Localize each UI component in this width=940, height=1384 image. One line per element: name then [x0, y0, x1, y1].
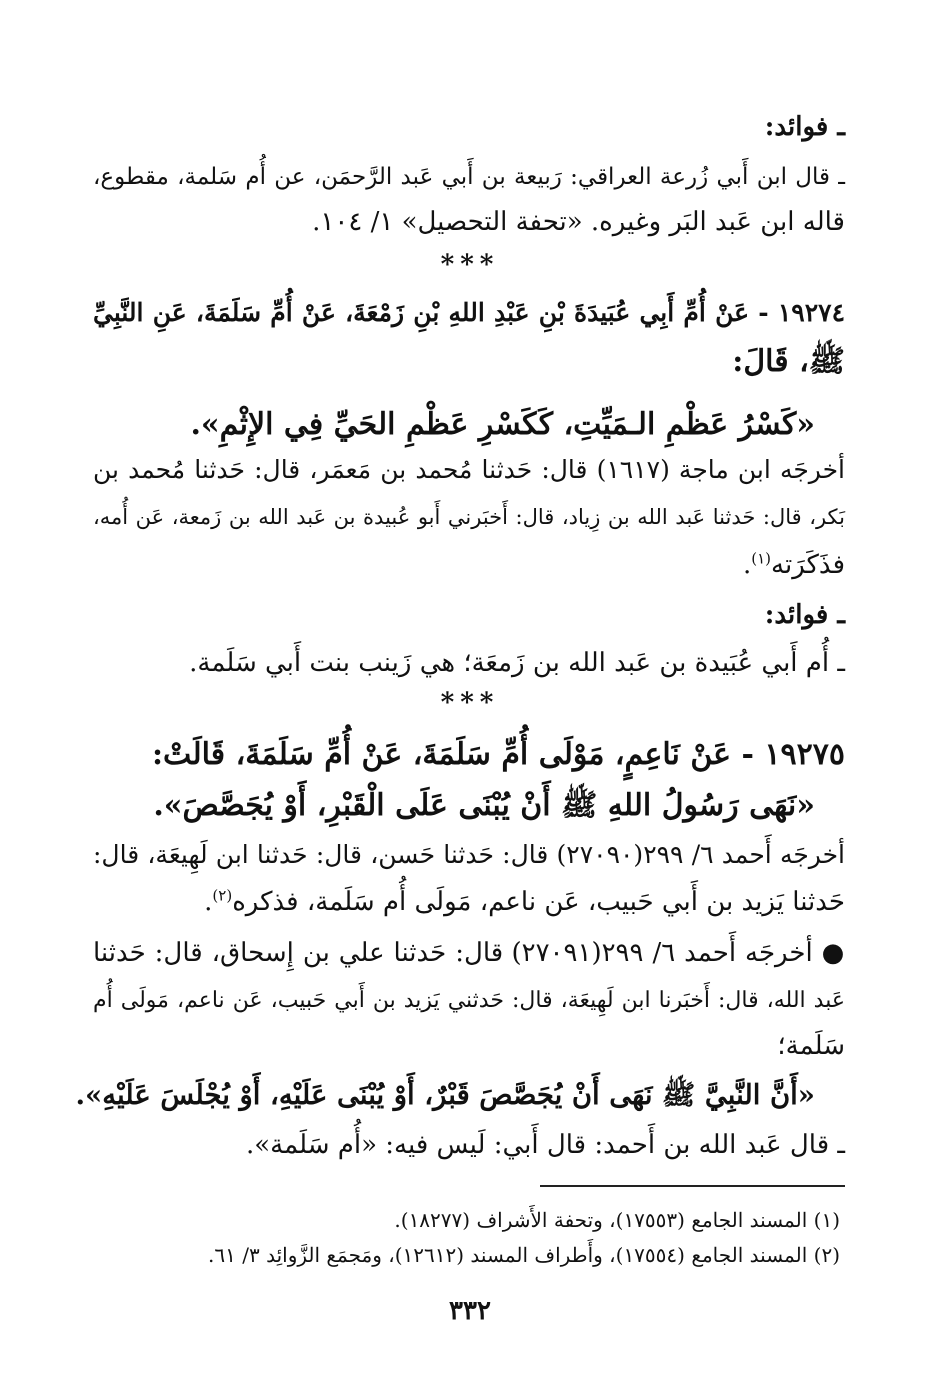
hadith-19275-alt-text: «أَنَّ النَّبِيَّ ﷺ نَهَى أَنْ يُجَصَّصَ قَبْرٌ، أَوْ يُبْنَى عَلَيْهِ، أَوْ يُجْلَسَ عَلَيْهِ».	[75, 1079, 815, 1111]
takhrij-19274-line-3-end: .	[742, 550, 752, 580]
takhrij-19274-line-3-text: فذَكَرَته	[771, 550, 845, 580]
hadith-19274-text: «كَسْرُ عَظْمِ الـمَيِّتِ، كَكَسْرِ عَظْمِ الحَيِّ فِي الإِثْمِ».	[190, 407, 815, 442]
hadith-19275-text: «نَهَى رَسُولُ اللهِ ﷺ أَنْ يُبْنَى عَلَى الْقَبْرِ، أَوْ يُجَصَّصَ».	[153, 788, 815, 823]
note-abdullah: ـ قال عَبد الله بن أَحمد: قال أَبي: لَيس فيه: «أُم سَلَمة».	[245, 1130, 845, 1160]
footnote-separator	[540, 1185, 845, 1187]
takhrij-19275-line-2	[93, 882, 845, 922]
footnote-ref-2: (٢)	[212, 886, 233, 905]
benefit-text-1b: قاله ابن عَبد البَر وغيره. «تحفة التحصيل» ١/ ١٠٤.	[312, 207, 845, 237]
footnote-2: (٢) المسند الجامع (١٧٥٥٤)، وأَطراف المسند (١٢٦١٢)، ومَجمَع الزَّوائِد ٣/ ٦١.	[208, 1243, 840, 1267]
section-separator-2: ***	[440, 688, 500, 718]
hadith-19274-line-1: ١٩٢٧٤ - عَنْ أُمِّ أَبِي عُبَيدَةَ بْنِ عَبْدِ اللهِ بْنِ زَمْعَةَ، عَنْ أُمِّ سَلَمَةَ، عَنِ النَّبِيِّ	[93, 298, 845, 327]
takhrij-19274-line-2: بَكر، قال: حَدثنا عَبد الله بن زِياد، قال: أَخبَرني أَبو عُبيدة بن عَبد الله بن زَمعة، عَن أُمه،	[93, 505, 845, 529]
section-separator-1: ***	[440, 250, 500, 280]
benefit-text-2: ـ أُم أَبي عُبَيدة بن عَبد الله بن زَمعَة؛ هي زَينب بنت أَبي سَلَمة.	[189, 648, 845, 678]
footnote-1: (١) المسند الجامع (١٧٥٥٣)، وتحفة الأَشراف (١٨٢٧٧).	[394, 1208, 840, 1232]
footnote-ref-1: (١)	[751, 549, 772, 568]
hadith-19275-line-1: ١٩٢٧٥ - عَنْ نَاعِمٍ، مَوْلَى أُمِّ سَلَمَةَ، عَنْ أُمِّ سَلَمَةَ، قَالَتْ:	[151, 737, 845, 772]
takhrij-19274-line-1: أخرجَه ابن ماجة (١٦١٧) قال: حَدثنا مُحمد بن مَعمَر، قال: حَدثنا مُحمد بن	[93, 455, 845, 484]
takhrij-19275-line-1: أخرجَه أَحمد ٦/ ٢٩٩(٢٧٠٩٠) قال: حَدثنا حَسن، قال: حَدثنا ابن لَهِيعَة، قال:	[93, 840, 846, 869]
takhrij-19275-line-2-text: حَدثنا يَزيد بن أَبي حَبيب، عَن ناعم، مَولَى أُم سَلَمة، فذكره	[232, 887, 845, 917]
takhrij-19275-alt-line-1: ● أخرجَه أَحمد ٦/ ٢٩٩(٢٧٠٩١) قال: حَدثنا علي بن إِسحاق، قال: حَدثنا	[93, 938, 845, 968]
takhrij-19274-line-3	[93, 545, 845, 585]
hadith-19274-line-2: ﷺ، قَالَ:	[732, 344, 845, 379]
page-number: ٣٣٢	[449, 1296, 491, 1326]
takhrij-19275-alt-line-2: عَبد الله، قال: أَخبَرنا ابن لَهِيعَة، قال: حَدثني يَزيد بن أَبي حَبيب، عَن ناعم، مَولَى أُم	[93, 988, 845, 1013]
takhrij-19275-line-2-end: .	[204, 887, 213, 917]
benefit-text-1a: ـ قال ابن أَبي زُرعة العراقي: رَبيعة بن أَبي عَبد الرَّحمَن، عن أُم سَلمة، مقطوع،	[93, 164, 845, 190]
benefits-heading-2: ـ فوائد:	[764, 600, 845, 630]
benefits-heading-1: ـ فوائد:	[764, 112, 845, 142]
takhrij-19275-alt-line-3: سَلَمة؛	[777, 1031, 845, 1061]
